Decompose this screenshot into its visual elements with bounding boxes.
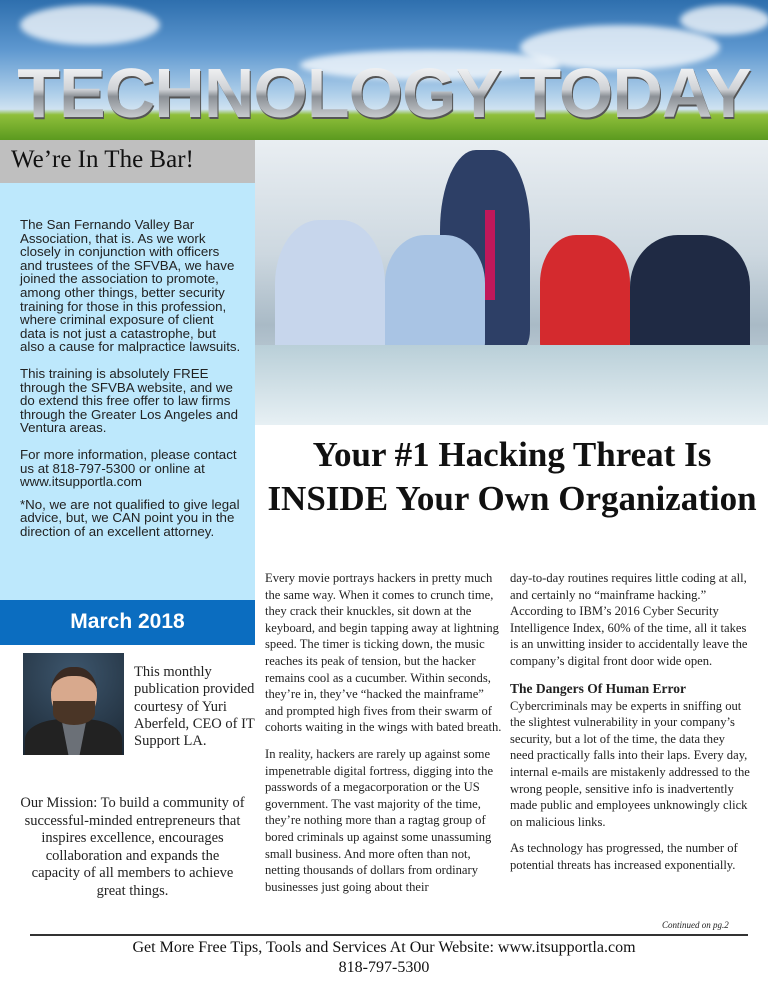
office-stress-photo: [255, 140, 768, 425]
courtesy-text: This monthly publication provided courtesy of Yuri Aberfeld, CEO of IT Support LA.: [134, 664, 255, 750]
article-column-2: [510, 570, 750, 884]
mission-statement: Our Mission: To build a community of successful-minded entrepreneurs that inspires excellence, encourages collaboration and expands the capacity of all members to achieve great things.: [20, 795, 245, 899]
sidebar-paragraph: For more information, please contact us at 818-797-5300 or online at www.itsupportla.com: [20, 446, 237, 490]
masthead-banner: [0, 0, 768, 140]
article-column-1: [265, 570, 505, 905]
ceo-portrait: [23, 653, 124, 755]
footer: [0, 938, 768, 978]
issue-date: March 2018: [0, 600, 255, 645]
article-paragraph: In reality, hackers are rarely up against some impenetrable digital fortress, digging into the passwords of a megacorporation or the US government. The vast majority of the time, they’re nothing more than a ragtag group of bored criminals up against some unassuming small business. And more often than not, netting thousands of dollars from ordinary businesses just going about their: [265, 746, 494, 894]
sidebar-panel: [0, 183, 255, 600]
article-paragraph: Every movie portrays hackers in pretty much the same way. When it comes to crunch time, they crack their knuckles, sit down at the keyboard, and begin tapping away at lightning speed. The timer is ticking down, the music reaches its peak of tension, but the hacker remains cool as a cucumber. Within seconds, they’re in, they’ve “hacked the mainframe” and prompted high fives from their swarm of cohorts waiting in the wings with bated breath.: [265, 571, 502, 735]
continued-note: Continued on pg.2: [662, 920, 729, 930]
sidebar-paragraph: This training is absolutely FREE through the SFVBA website, and we do extend this free offer to law firms through the Greater Los Angeles and Ventura areas.: [20, 365, 239, 436]
article-paragraph: Cybercriminals may be experts in sniffing out the slightest vulnerability in your company’s security, but a lot of the time, the data they need practically falls into their laps. Every day, internal e-mails are mistakenly addressed to the wrong people, sensitive info is inadvertently made public and employees unknowingly click on malicious links.: [510, 698, 750, 829]
sidebar-paragraph: The San Fernando Valley Bar Association, that is. As we work closely in conjunction with officers and trustees of the SFVBA, we have joined the association to promote, among other things, better security training for those in this profession, where criminal exposure of client data is not just a catastrophe, but also a cause for malpractice lawsuits.: [20, 217, 241, 355]
footer-phone: 818-797-5300: [338, 959, 430, 976]
footer-website-line: Get More Free Tips, Tools and Services At Our Website: www.itsupportla.com: [132, 939, 636, 956]
article-paragraph: day-to-day routines requires little coding at all, and certainly no “mainframe hacking.” According to IBM’s 2016 Cyber Security Intelligence Index, 60% of the time, all it takes is an unwitting insider to accidentally leave the company’s digital front door wide open.: [510, 571, 748, 668]
article-headline: Your #1 Hacking Threat Is INSIDE Your Own Organization: [267, 435, 757, 518]
footer-divider: [30, 934, 748, 936]
masthead-title: TECHNOLOGY TODAY: [0, 58, 768, 128]
article-paragraph: As technology has progressed, the number of potential threats has increased exponentially.: [510, 841, 738, 872]
sidebar-disclaimer: *No, we are not qualified to give legal advice, but, we CAN point you in the direction of an excellent attorney.: [20, 496, 240, 539]
sidebar-heading: We’re In The Bar!: [0, 140, 255, 183]
article-subheading: The Dangers Of Human Error: [510, 680, 686, 696]
